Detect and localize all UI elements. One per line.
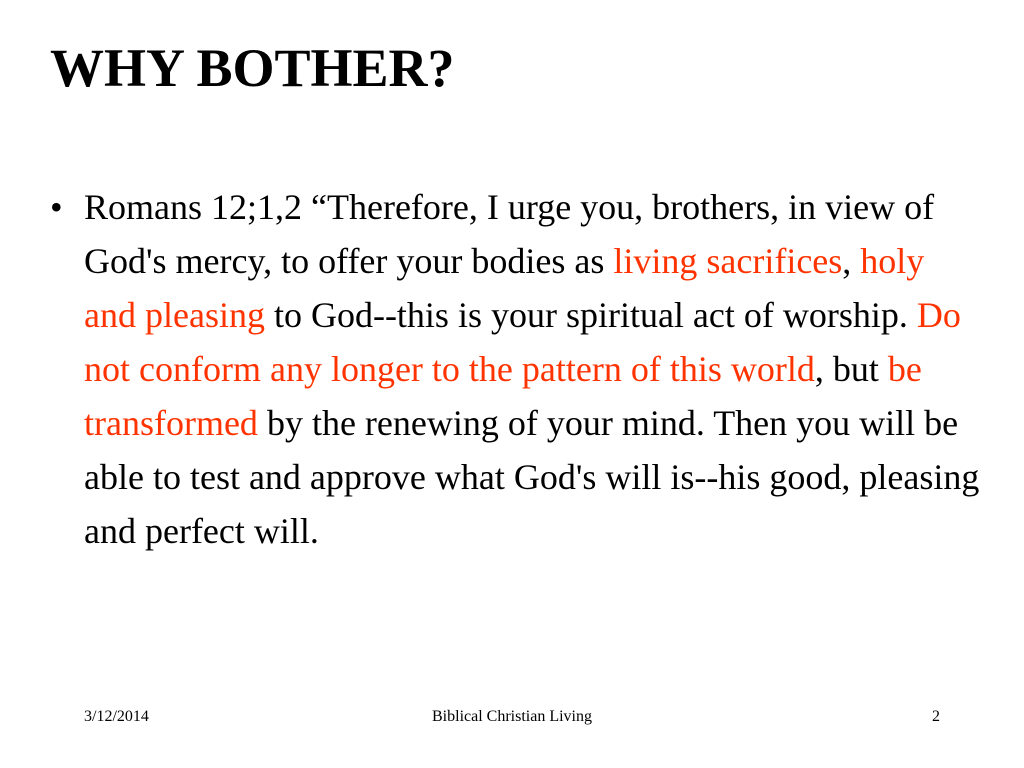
verse-text: , but [814,349,888,389]
bullet-item [50,180,980,558]
highlight-holy-and-pleasing: holy and pleasing [84,241,925,335]
bullet-list [50,180,980,558]
verse-text: to God--this is your spiritual act of worship. [264,295,917,335]
verse-text: , [842,241,861,281]
highlight-do-not-conform: Do not conform any longer to the pattern of this world [84,295,961,389]
footer-page-number: 2 [932,708,940,725]
bullet-dot-icon: • [50,187,63,227]
footer-date: 3/12/2014 [84,708,149,725]
bullet-text [84,187,979,551]
highlight-be-transformed: be transformed [84,349,922,443]
footer-title: Biblical Christian Living [432,708,592,725]
slide-title: WHY BOTHER? [50,38,455,98]
highlight-living-sacrifices: living sacrifices [613,241,843,281]
verse-text: by the renewing of your mind. Then you will be able to test and approve what God's will is--his good, pleasing and perfect will. [84,403,980,551]
verse-reference-text: Romans 12;1,2 “Therefore, I urge you, brothers, in view of God's mercy, to offer your bodies as [84,187,935,281]
